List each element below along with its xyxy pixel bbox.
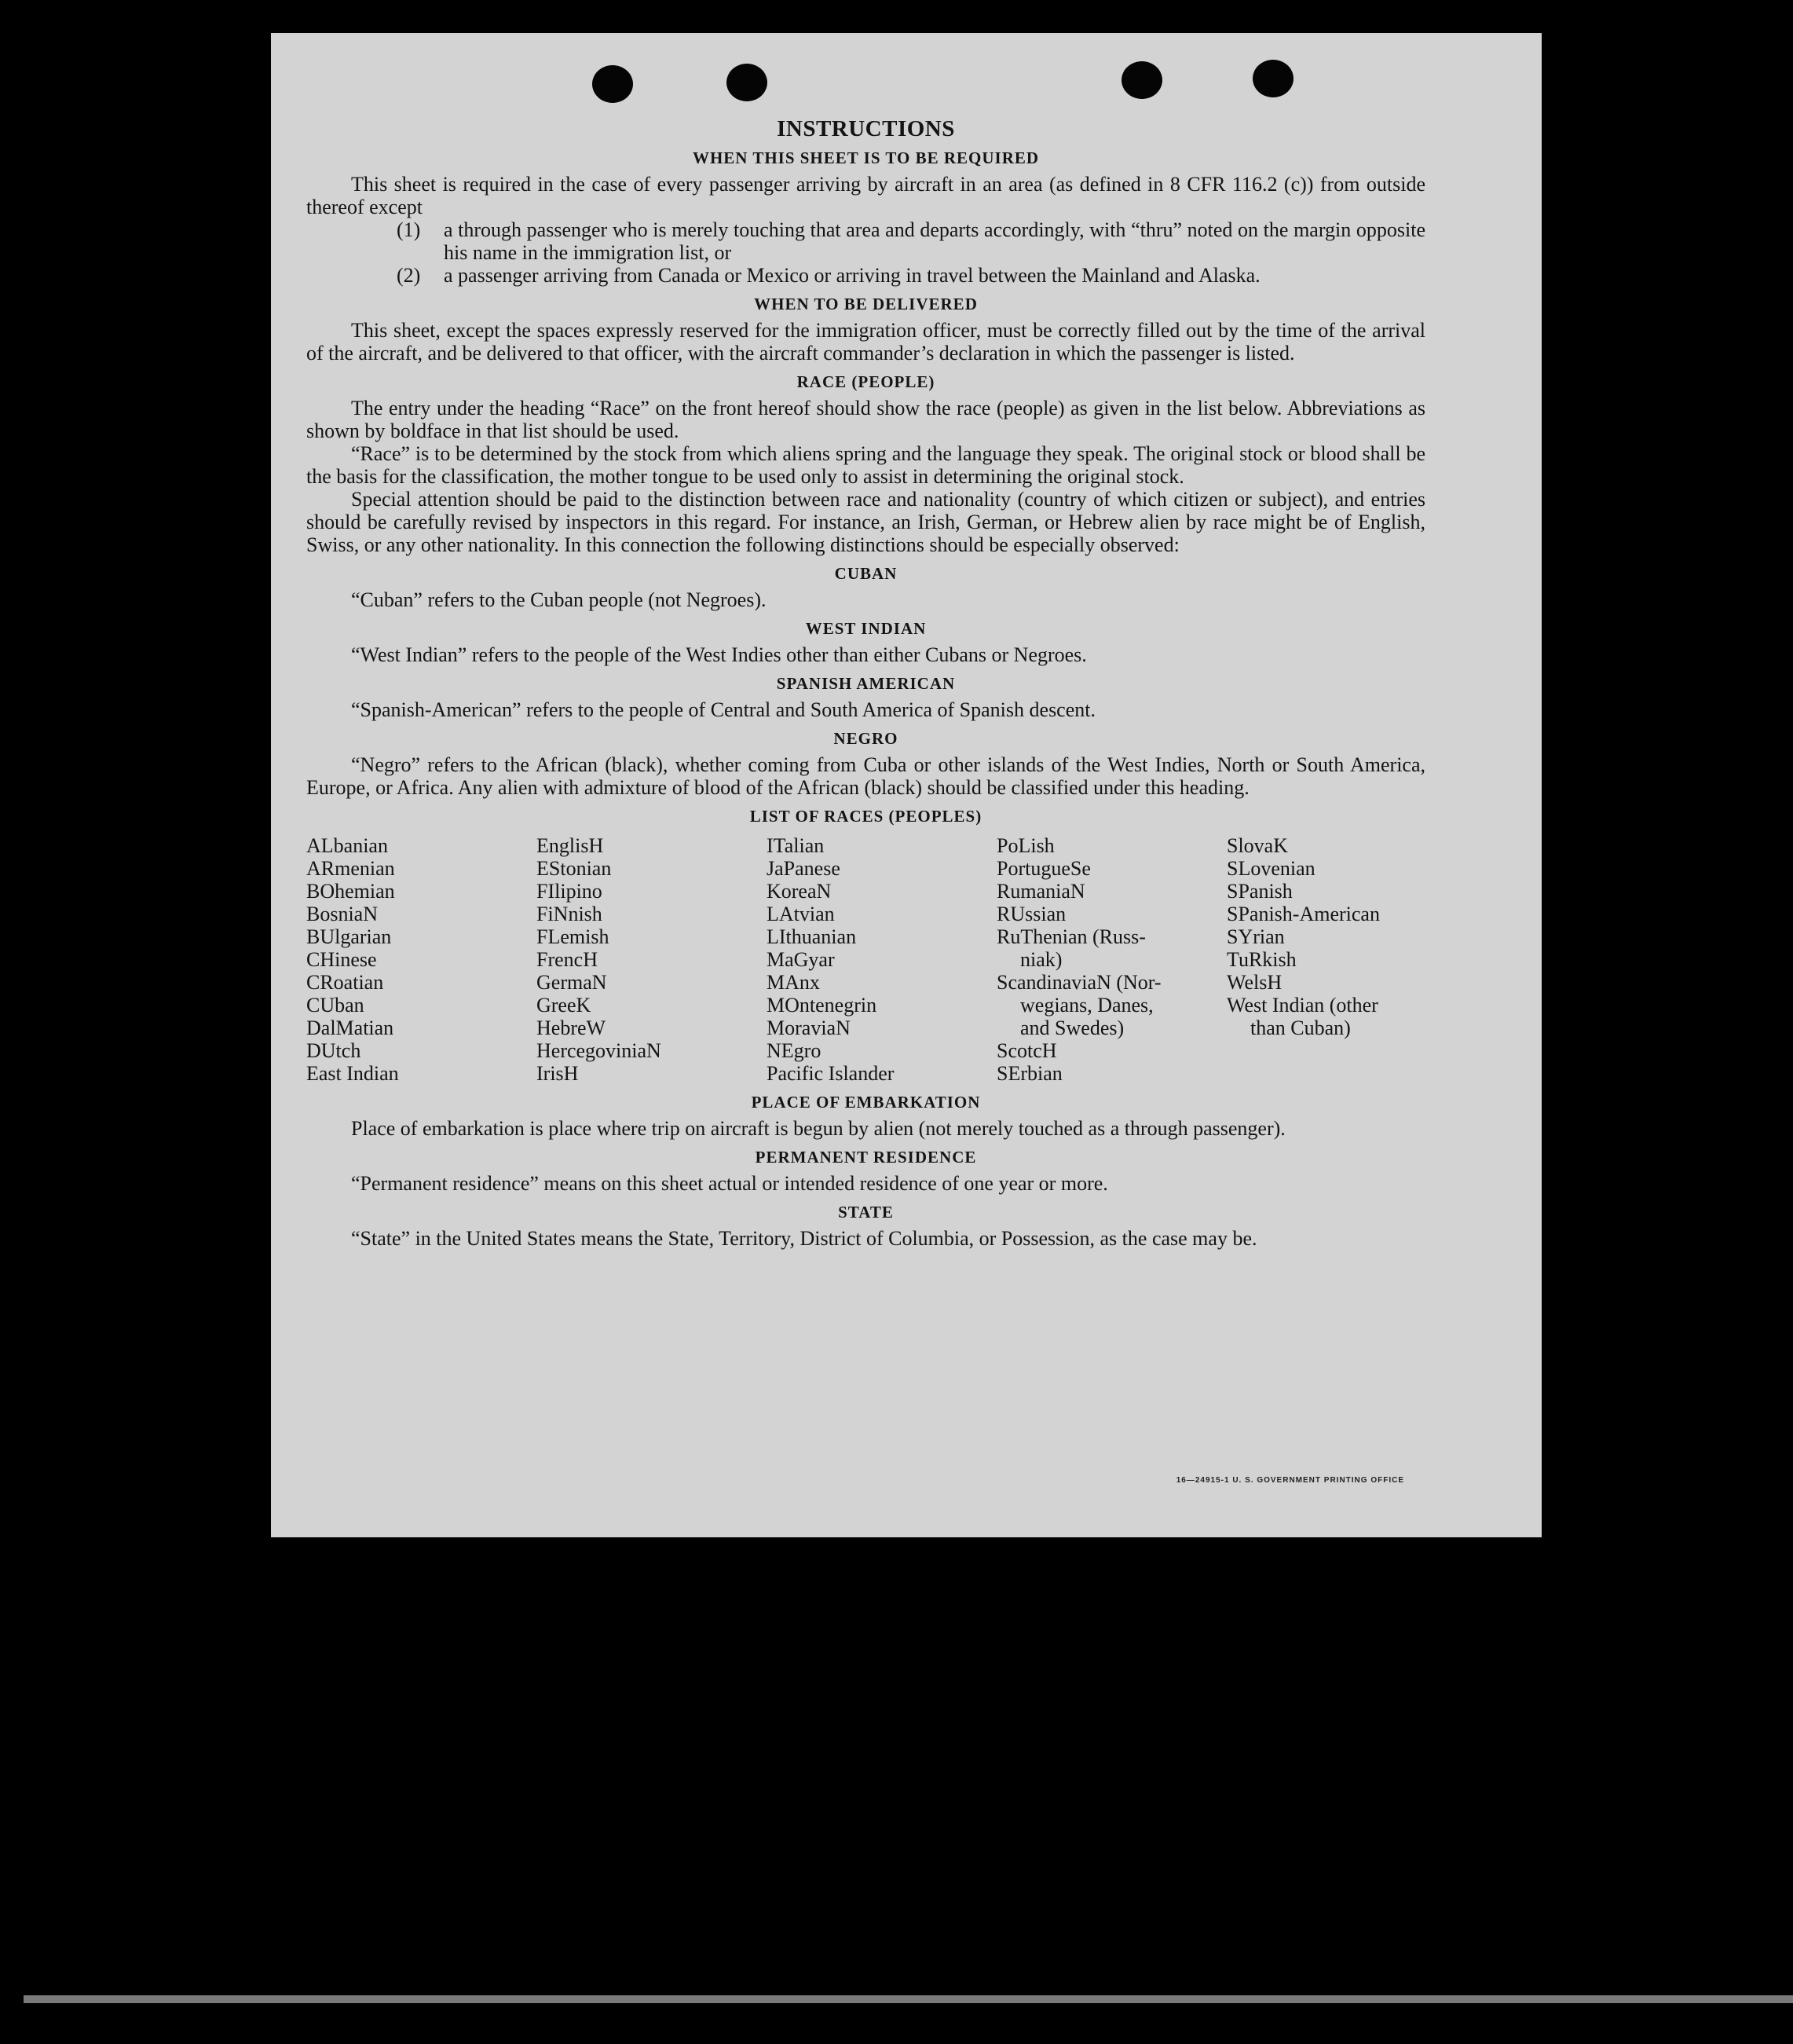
page-title: INSTRUCTIONS [777,116,955,141]
punch-hole [1253,60,1294,97]
section-heading: SPANISH AMERICAN [776,674,956,693]
race-entry: SlovaK [1227,834,1288,857]
race-entry: SPanish [1227,880,1293,903]
item-number: (2) [397,264,421,287]
item-number: (1) [397,218,421,241]
section-heading: WHEN TO BE DELIVERED [754,295,978,313]
race-entry: ScotcH [997,1039,1057,1062]
race-column [997,834,1227,1085]
race-entry: PortugueSe [997,857,1091,880]
race-entry: FiNnish [536,903,602,925]
punch-hole [726,64,767,101]
paragraph: “State” in the United States means the State, Territory, District of Columbia, or Possession, as the case may be. [351,1227,1257,1250]
race-column [1227,834,1457,1085]
race-column [306,834,536,1085]
race-entry: GermaN [536,971,607,994]
section-heading: LIST OF RACES (PEOPLES) [749,807,982,826]
race-entry: KoreaN [767,880,832,903]
race-entry: RUssian [997,903,1067,925]
race-entry: EnglisH [536,834,604,857]
item-text: a passenger arriving from Canada or Mexico or arriving in travel between the Mainland and Alaska. [444,264,1261,287]
race-entry: CUban [306,994,364,1017]
race-entry: East Indian [306,1062,399,1085]
race-entry: ARmenian [306,857,395,880]
race-entry: MAnx [767,971,820,994]
race-entry: LAtvian [767,903,835,925]
race-list [306,834,1425,1085]
race-entry: SPanish-American [1227,903,1380,925]
section-heading: WHEN THIS SHEET IS TO BE REQUIRED [692,148,1040,167]
paragraph: “Permanent residence” means on this sheet actual or intended residence of one year or more. [351,1172,1108,1195]
race-entry: GreeK [536,994,591,1017]
paragraph: Special attention should be paid to the distinction between race and nationality (country of which citizen or subject), and entries should be carefully revised by inspectors in this regard. For instance, an Irish, German, or Hebrew alien by race might be of English, Swiss, or any other nationality. In this connection the following distinctions should be especially observed: [306,488,1425,556]
race-entry: NEgro [767,1039,821,1062]
paragraph: This sheet is required in the case of every passenger arriving by aircraft in an area (as defined in 8 CFR 116.2 (c)) from outside thereof except [306,173,1425,218]
section-heading: PERMANENT RESIDENCE [755,1148,977,1167]
race-entry: SErbian [997,1062,1063,1085]
race-entry: RuThenian (Russ- [997,925,1146,948]
race-entry: MoraviaN [767,1017,851,1039]
race-entry: West Indian (other [1227,994,1378,1017]
scan-edge [24,1995,1793,2003]
race-entry: JaPanese [767,857,840,880]
race-entry: FLemish [536,925,609,948]
race-entry: and Swedes) [1020,1017,1125,1039]
punch-hole [592,65,633,103]
race-entry: SLovenian [1227,857,1315,880]
section-heading: STATE [838,1203,894,1222]
race-entry: MaGyar [767,948,835,971]
race-entry: than Cuban) [1250,1017,1351,1039]
race-entry: WelsH [1227,971,1283,994]
race-entry: DUtch [306,1039,361,1062]
paragraph: “West Indian” refers to the people of the West Indies other than either Cubans or Negroes. [351,643,1087,666]
race-entry: BUlgarian [306,925,392,948]
race-entry: HebreW [536,1017,606,1039]
race-entry: DalMatian [306,1017,394,1039]
race-entry: PoLish [997,834,1055,857]
race-entry: SYrian [1227,925,1285,948]
race-entry: BOhemian [306,880,395,903]
section-heading: CUBAN [834,564,898,583]
race-entry: LIthuanian [767,925,857,948]
section-heading: RACE (PEOPLE) [796,372,935,391]
list-item [397,264,1425,287]
paragraph: “Cuban” refers to the Cuban people (not Negroes). [351,588,767,611]
race-entry: HercegoviniaN [536,1039,661,1062]
paragraph: This sheet, except the spaces expressly reserved for the immigration officer, must be correctly filled out by the time of the arrival of the aircraft, and be delivered to that officer, with the aircraft commander’s declaration in which the passenger is listed. [306,319,1425,364]
race-entry: CHinese [306,948,377,971]
printer-imprint: 16—24915-1 U. S. GOVERNMENT PRINTING OFFICE [1176,1476,1404,1485]
paragraph: “Spanish-American” refers to the people of Central and South America of Spanish descent. [351,698,1096,721]
race-entry: RumaniaN [997,880,1085,903]
section-heading: PLACE OF EMBARKATION [751,1093,981,1112]
list-item [397,218,1425,264]
race-column [767,834,997,1085]
race-entry: FIlipino [536,880,602,903]
race-entry: niak) [1020,948,1063,971]
race-entry: CRoatian [306,971,384,994]
race-entry: ScandinaviaN (Nor- [997,971,1162,994]
race-entry: BosniaN [306,903,378,925]
paragraph: “Race” is to be determined by the stock from which aliens spring and the language they speak. The original stock or blood shall be the basis for the classification, the mother tongue to be used only to assist in determining the original stock. [306,442,1425,488]
punch-hole [1122,61,1162,99]
race-entry: EStonian [536,857,612,880]
item-text: a through passenger who is merely touching that area and departs accordingly, with “thru” noted on the margin opposite his name in the immigration list, or [444,218,1425,264]
section-heading: NEGRO [833,729,898,748]
section-heading: WEST INDIAN [805,619,927,638]
race-entry: wegians, Danes, [1020,994,1154,1017]
race-entry: FrencH [536,948,598,971]
race-entry: ITalian [767,834,825,857]
race-entry: TuRkish [1227,948,1297,971]
document-sheet [271,33,1542,1537]
race-entry: ALbanian [306,834,388,857]
document-body [306,118,1425,1250]
paragraph: “Negro” refers to the African (black), whether coming from Cuba or other islands of the West Indies, North or South America, Europe, or Africa. Any alien with admixture of blood of the African (black) should be classified under this heading. [306,753,1425,799]
race-column [536,834,767,1085]
race-entry: MOntenegrin [767,994,877,1017]
race-entry: Pacific Islander [767,1062,895,1085]
paragraph: The entry under the heading “Race” on the front hereof should show the race (people) as given in the list below. Abbreviations as shown by boldface in that list should be used. [306,397,1425,442]
race-entry: IrisH [536,1062,579,1085]
paragraph: Place of embarkation is place where trip on aircraft is begun by alien (not merely touched as a through passenger). [351,1117,1286,1140]
